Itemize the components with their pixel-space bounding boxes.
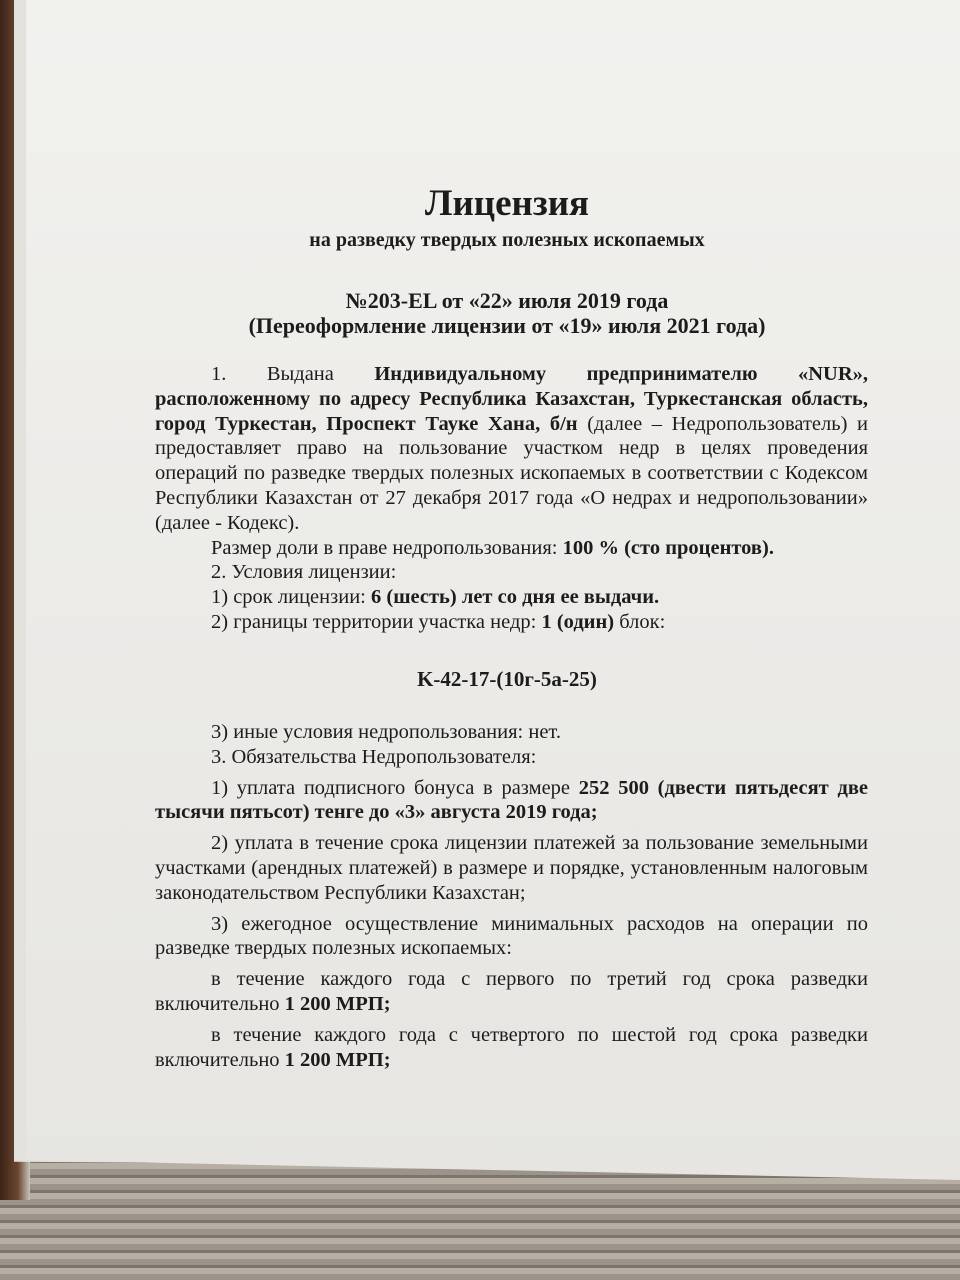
conditions-heading: 2. Условия лицензии:: [211, 561, 397, 584]
license-number: №203-EL от «22» июля 2019 года: [345, 288, 669, 313]
obligation-bonus: 1) уплата подписного бонуса в размере 252 500 (двести пятьдесят две тысячи пятьсот) тенге до «3» августа 2019 года;: [155, 776, 868, 824]
block-code: K-42-17-(10г-5а-25): [417, 667, 597, 691]
document-title: Лицензия: [424, 183, 590, 224]
paragraph-share: Размер доли в праве недропользования: 100 % (сто процентов).: [211, 536, 774, 559]
paragraph-issued: 1. Выдана Индивидуальному предпринимателю «NUR», расположенному по адресу Республика Казахстан, Туркестанская область, город Туркестан, Проспект Тауке Хана, б/н (далее – Недропользователь) и предоставляет право на пользование участком недр в целях проведения операций по разведке твердых полезных ископаемых в соответствии с Кодексом Республики Казахстан от 27 декабря 2017 года «О недрах и недропользовании» (далее - Кодекс).: [155, 363, 868, 534]
obligation-min-expenses: 3) ежегодное осуществление минимальных расходов на операции по разведке твердых полезных ископаемых:: [155, 912, 868, 960]
obligations-heading: 3. Обязательства Недропользователя:: [211, 745, 537, 768]
condition-other: 3) иные условия недропользования: нет.: [211, 721, 561, 743]
section-1: [155, 362, 868, 635]
expenses-years-1-3: в течение каждого года с первого по третий год срока разведки включительно 1 200 МРП;: [155, 968, 868, 1015]
section-3: [155, 720, 868, 1072]
reissue-line: (Переоформление лицензии от «19» июля 2021 года): [248, 313, 766, 338]
expenses-years-4-6: в течение каждого года с четвертого по шестой год срока разведки включительно 1 200 МРП;: [155, 1023, 868, 1071]
condition-term: 1) срок лицензии: 6 (шесть) лет со дня ее выдачи.: [211, 586, 660, 609]
condition-boundaries: 2) границы территории участка недр: 1 (один) блок:: [211, 610, 666, 633]
document-subtitle: на разведку твердых полезных ископаемых: [309, 229, 705, 251]
obligation-land-payments: 2) уплата в течение срока лицензии платежей за пользование земельными участками (арендных платежей) в размере и порядке, установленным налоговым законодательством Республики Казахстан;: [155, 832, 868, 904]
